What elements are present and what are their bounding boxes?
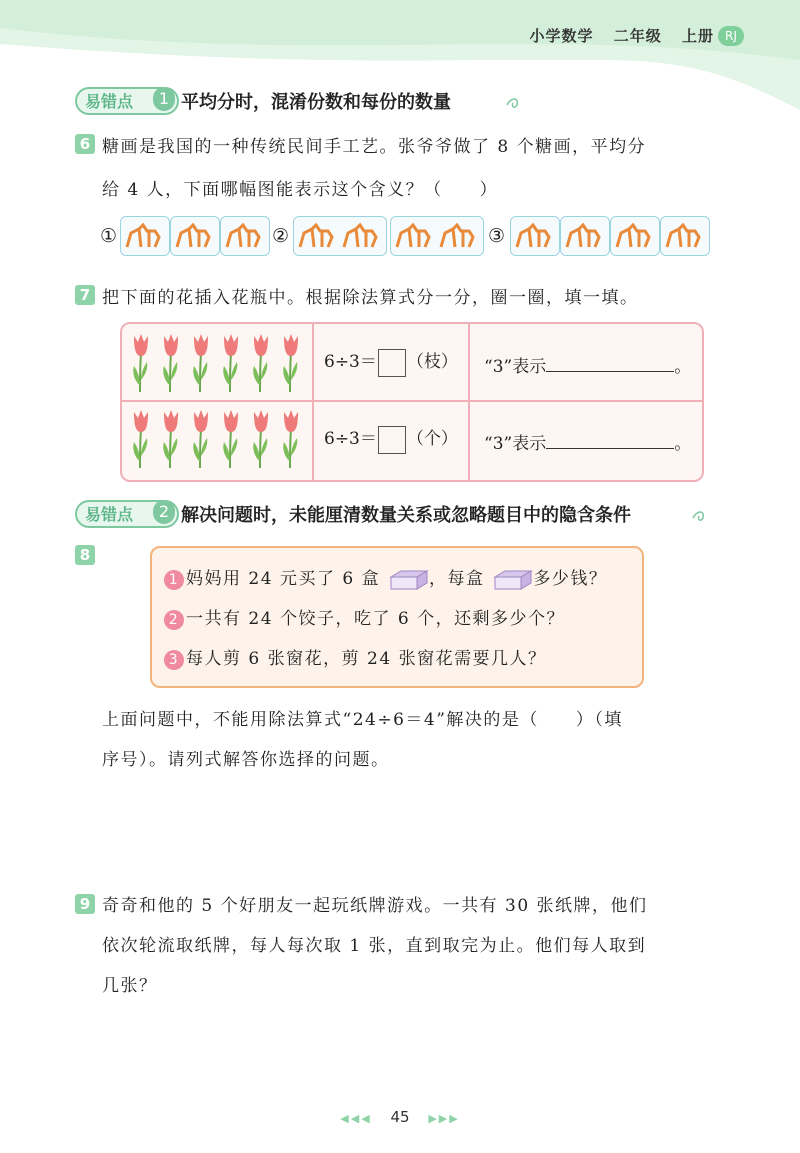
candy-group <box>660 216 710 256</box>
candy-group <box>560 216 610 256</box>
tag-label: 易错点 <box>85 505 134 524</box>
error-point-tag-2 <box>75 500 715 526</box>
q6-line-2: 给 4 人，下面哪幅图能表示这个含义？（ ） <box>102 180 499 200</box>
option-2-marker: ② <box>272 225 290 247</box>
box-icon <box>491 569 533 591</box>
tag-number: 1 <box>153 87 175 111</box>
candy-group <box>610 216 660 256</box>
meaning-label: “3”表示 <box>484 357 547 377</box>
box-icon <box>387 569 429 591</box>
q7-text: 把下面的花插入花瓶中。根据除法算式分一分，圈一圈，填一填。 <box>102 288 639 308</box>
question-number-7: 7 <box>75 285 95 305</box>
unit: （个） <box>406 429 458 449</box>
expression: 6÷3＝ <box>324 352 377 372</box>
problem-text: ，每盒 <box>428 569 485 589</box>
answer-box[interactable] <box>378 349 406 377</box>
problem-marker: 2 <box>164 610 184 630</box>
candy-group <box>220 216 270 256</box>
period: 。 <box>674 357 692 377</box>
candy-horse-icon <box>511 217 559 255</box>
section-title: 平均分时，混淆份数和每份的数量 <box>181 92 451 113</box>
meaning-line-2 <box>484 429 691 454</box>
tag-label: 易错点 <box>85 92 134 111</box>
candy-horse-icon <box>561 217 609 255</box>
tulips-row-2 <box>126 406 308 472</box>
error-point-tag-1 <box>75 87 525 113</box>
question-number-8: 8 <box>75 545 95 565</box>
question-number-9: 9 <box>75 894 95 914</box>
candy-horse-pair-icon <box>391 217 483 255</box>
problem-text: 每人剪 6 张窗花，剪 24 张窗花需要几人？ <box>186 649 547 669</box>
tag-number: 2 <box>153 500 175 524</box>
q9-line-1: 奇奇和他的 5 个好朋友一起玩纸牌游戏。一共有 30 张纸牌，他们 <box>102 896 648 916</box>
right-arrows: ▶▶▶ <box>428 1112 460 1125</box>
candy-horse-icon <box>171 217 219 255</box>
answer-blank[interactable] <box>546 355 674 372</box>
swirl-decoration <box>505 95 525 111</box>
division-equation-1 <box>324 347 458 377</box>
candy-group <box>510 216 560 256</box>
left-arrows: ◀◀◀ <box>340 1112 372 1125</box>
page-number: 45 <box>390 1108 410 1126</box>
q9-line-3: 几张？ <box>102 976 158 996</box>
edition-badge: RJ <box>718 26 744 46</box>
expression: 6÷3＝ <box>324 429 377 449</box>
problem-marker: 1 <box>164 570 184 590</box>
grade-label: 二年级 <box>613 27 662 45</box>
candy-group <box>293 216 387 256</box>
candy-group <box>120 216 170 256</box>
division-equation-2 <box>324 424 458 454</box>
problem-text: 妈妈用 24 元买了 6 盒 <box>186 569 381 589</box>
page-footer <box>0 1108 800 1126</box>
option-3-marker: ③ <box>488 225 506 247</box>
problem-text: 一共有 24 个饺子，吃了 6 个，还剩多少个？ <box>186 609 566 629</box>
candy-horse-icon <box>221 217 269 255</box>
problem-3 <box>164 644 547 670</box>
swirl-decoration <box>691 508 711 524</box>
problem-marker: 3 <box>164 650 184 670</box>
tulips-row-1 <box>126 330 308 396</box>
flower-table <box>120 322 704 482</box>
problem-2 <box>164 604 565 630</box>
problem-text: 多少钱？ <box>533 569 608 589</box>
divider <box>122 400 702 402</box>
unit: （枝） <box>406 352 458 372</box>
meaning-label: “3”表示 <box>484 434 547 454</box>
q6-line-1: 糖画是我国的一种传统民间手工艺。张爷爷做了 8 个糖画，平均分 <box>102 137 647 157</box>
q9-line-2: 依次轮流取纸牌，每人每次取 1 张，直到取完为止。他们每人取到 <box>102 936 647 956</box>
header-text <box>515 25 714 46</box>
answer-box[interactable] <box>378 426 406 454</box>
volume-label: 上册 <box>681 27 714 45</box>
answer-blank[interactable] <box>546 432 674 449</box>
divider <box>312 324 314 480</box>
q8-line-1: 上面问题中，不能用除法算式“24÷6＝4”解决的是（ ）（填 <box>102 710 623 730</box>
section-title: 解决问题时，未能厘清数量关系或忽略题目中的隐含条件 <box>181 505 631 526</box>
q8-line-2: 序号）。请列式解答你选择的问题。 <box>102 750 390 770</box>
divider <box>468 324 470 480</box>
candy-horse-icon <box>661 217 709 255</box>
candy-horse-pair-icon <box>294 217 386 255</box>
question-number-6: 6 <box>75 134 95 154</box>
subject-label: 小学数学 <box>529 27 594 45</box>
period: 。 <box>674 434 692 454</box>
problem-1 <box>164 564 607 591</box>
option-1-marker: ① <box>100 225 118 247</box>
meaning-line-1 <box>484 352 691 377</box>
problem-box <box>150 546 644 688</box>
candy-horse-icon <box>611 217 659 255</box>
candy-group <box>390 216 484 256</box>
candy-horse-icon <box>121 217 169 255</box>
candy-group <box>170 216 220 256</box>
